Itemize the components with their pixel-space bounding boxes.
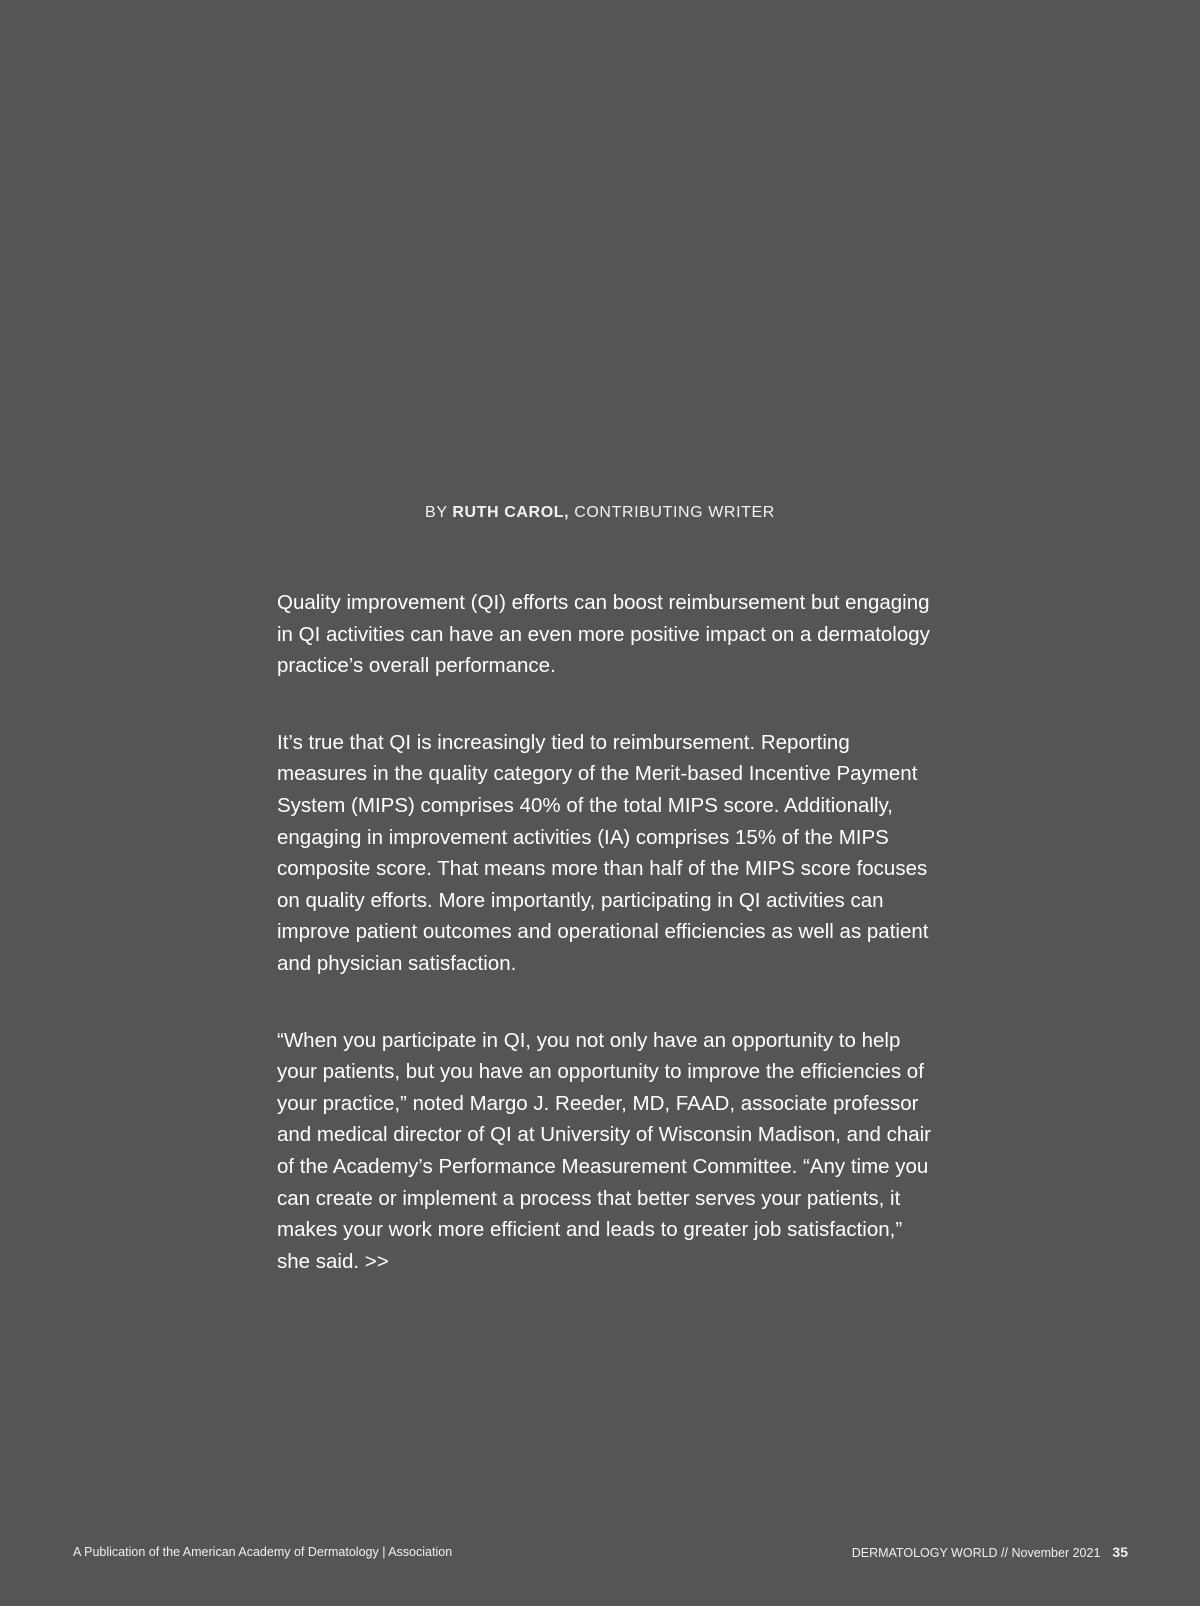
footer-issue-info — [852, 1543, 1128, 1562]
article-paragraph: Quality improvement (QI) efforts can boost reimbursement but engaging in QI activities can have an even more positive impact on a dermatology practice’s overall performance. — [277, 591, 930, 678]
byline-author: RUTH CAROL, — [452, 504, 570, 521]
article-paragraph: “When you participate in QI, you not only have an opportunity to help your patients, but you have an opportunity to improve the efficiencies of your practice,” noted Margo J. Reeder, MD, FAAD, associate professor and medical director of QI at University of Wisconsin Madison, and chair of the Academy’s Performance Measurement Committee. “Any time you can create or implement a process that better serves your patients, it makes your work more efficient and leads to greater job satisfaction,” she said. >> — [277, 1028, 931, 1273]
article-body — [277, 587, 937, 1322]
byline-prefix: BY — [425, 504, 453, 521]
byline — [0, 501, 1200, 525]
page-number: 35 — [1112, 1544, 1128, 1560]
footer-issue: DERMATOLOGY WORLD // November 2021 — [851, 1546, 1101, 1560]
footer-publisher: A Publication of the American Academy of Dermatology | Association — [73, 1545, 453, 1559]
article-paragraph: It’s true that QI is increasingly tied to reimbursement. Reporting measures in the quality category of the Merit-based Incentive Payment System (MIPS) comprises 40% of the total MIPS score. Additionally, engaging in improvement activities (IA) comprises 15% of the MIPS composite score. That means more than half of the MIPS score focuses on quality efforts. More importantly, participating in QI activities can improve patient outcomes and operational efficiencies as well as patient and physician satisfaction. — [277, 730, 929, 975]
byline-role: CONTRIBUTING WRITER — [569, 504, 775, 521]
